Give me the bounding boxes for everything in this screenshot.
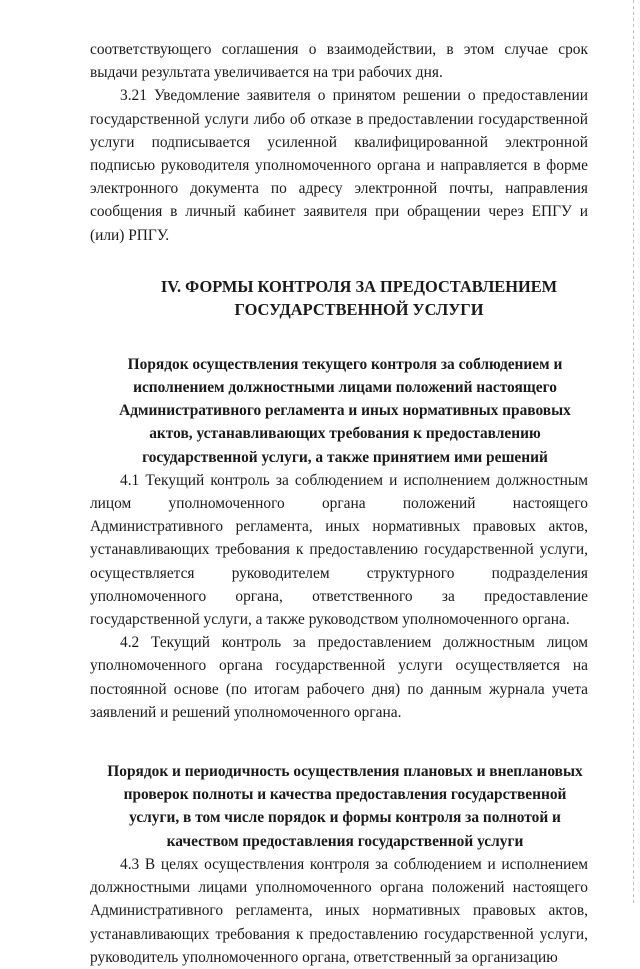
paragraph-continued: соответствующего соглашения о взаимодействии, в этом случае срок выдачи результата увеличивается на три рабочих дня. — [90, 41, 588, 82]
subheading-inspections: Порядок и периодичность осуществления плановых и внеплановых проверок полноты и качества предоставления государственной услуги, в том числе порядок и формы контроля за полнотой и качеством предоставления государственной услуги — [107, 763, 583, 850]
subheading-current-control: Порядок осуществления текущего контроля за соблюдением и исполнением должностными лицами положений настоящего Административного регламента и иных нормативных правовых актов, устанавливающих требования к предоставлению государственной услуги, а также принятием ими решений — [119, 355, 571, 466]
section-title-line-1: IV. ФОРМЫ КОНТРОЛЯ ЗА ПРЕДОСТАВЛЕНИЕМ — [160, 276, 558, 296]
section-title-line-2: ГОСУДАРСТВЕННОЙ УСЛУГИ — [234, 299, 484, 319]
document-body — [90, 38, 588, 969]
section-title — [90, 275, 588, 321]
paragraph-4-3: 4.3 В целях осуществления контроля за соблюдением и исполнением должностными лицами уполномоченного органа положений настоящего Административного регламента, иных нормативных правовых актов, устанавливающих требования к предоставлению государственной услуги, руководитель уполномоченного органа, ответственный за организацию — [90, 855, 588, 966]
paragraph-4-2: 4.2 Текущий контроль за предоставлением должностным лицом уполномоченного органа государственной услуги осуществляется на постоянной основе (по итогам рабочего дня) по данным журнала учета заявлений и решений уполномоченного органа. — [90, 634, 588, 721]
scan-edge-line — [633, 0, 634, 905]
paragraph-3-21: 3.21 Уведомление заявителя о принятом решении о предоставлении государственной услуги либо об отказе в предоставлении государственной услуги подписывается усиленной квалифицированной электронной подписью руководителя уполномоченного органа и направляется в форме электронного документа по адресу электронной почты, направления сообщения в личный кабинет заявителя при обращении через ЕПГУ и (или) РПГУ. — [90, 87, 588, 244]
paragraph-4-1: 4.1 Текущий контроль за соблюдением и исполнением должностным лицом уполномоченного органа положений настоящего Административного регламента, иных нормативных правовых актов, устанавливающих требования к предоставлению государственной услуги, осуществляется руководителем структурного подразделения уполномоченного органа, ответственного за предоставление государственной услуги, а также руководством уполномоченного органа. — [90, 471, 588, 629]
